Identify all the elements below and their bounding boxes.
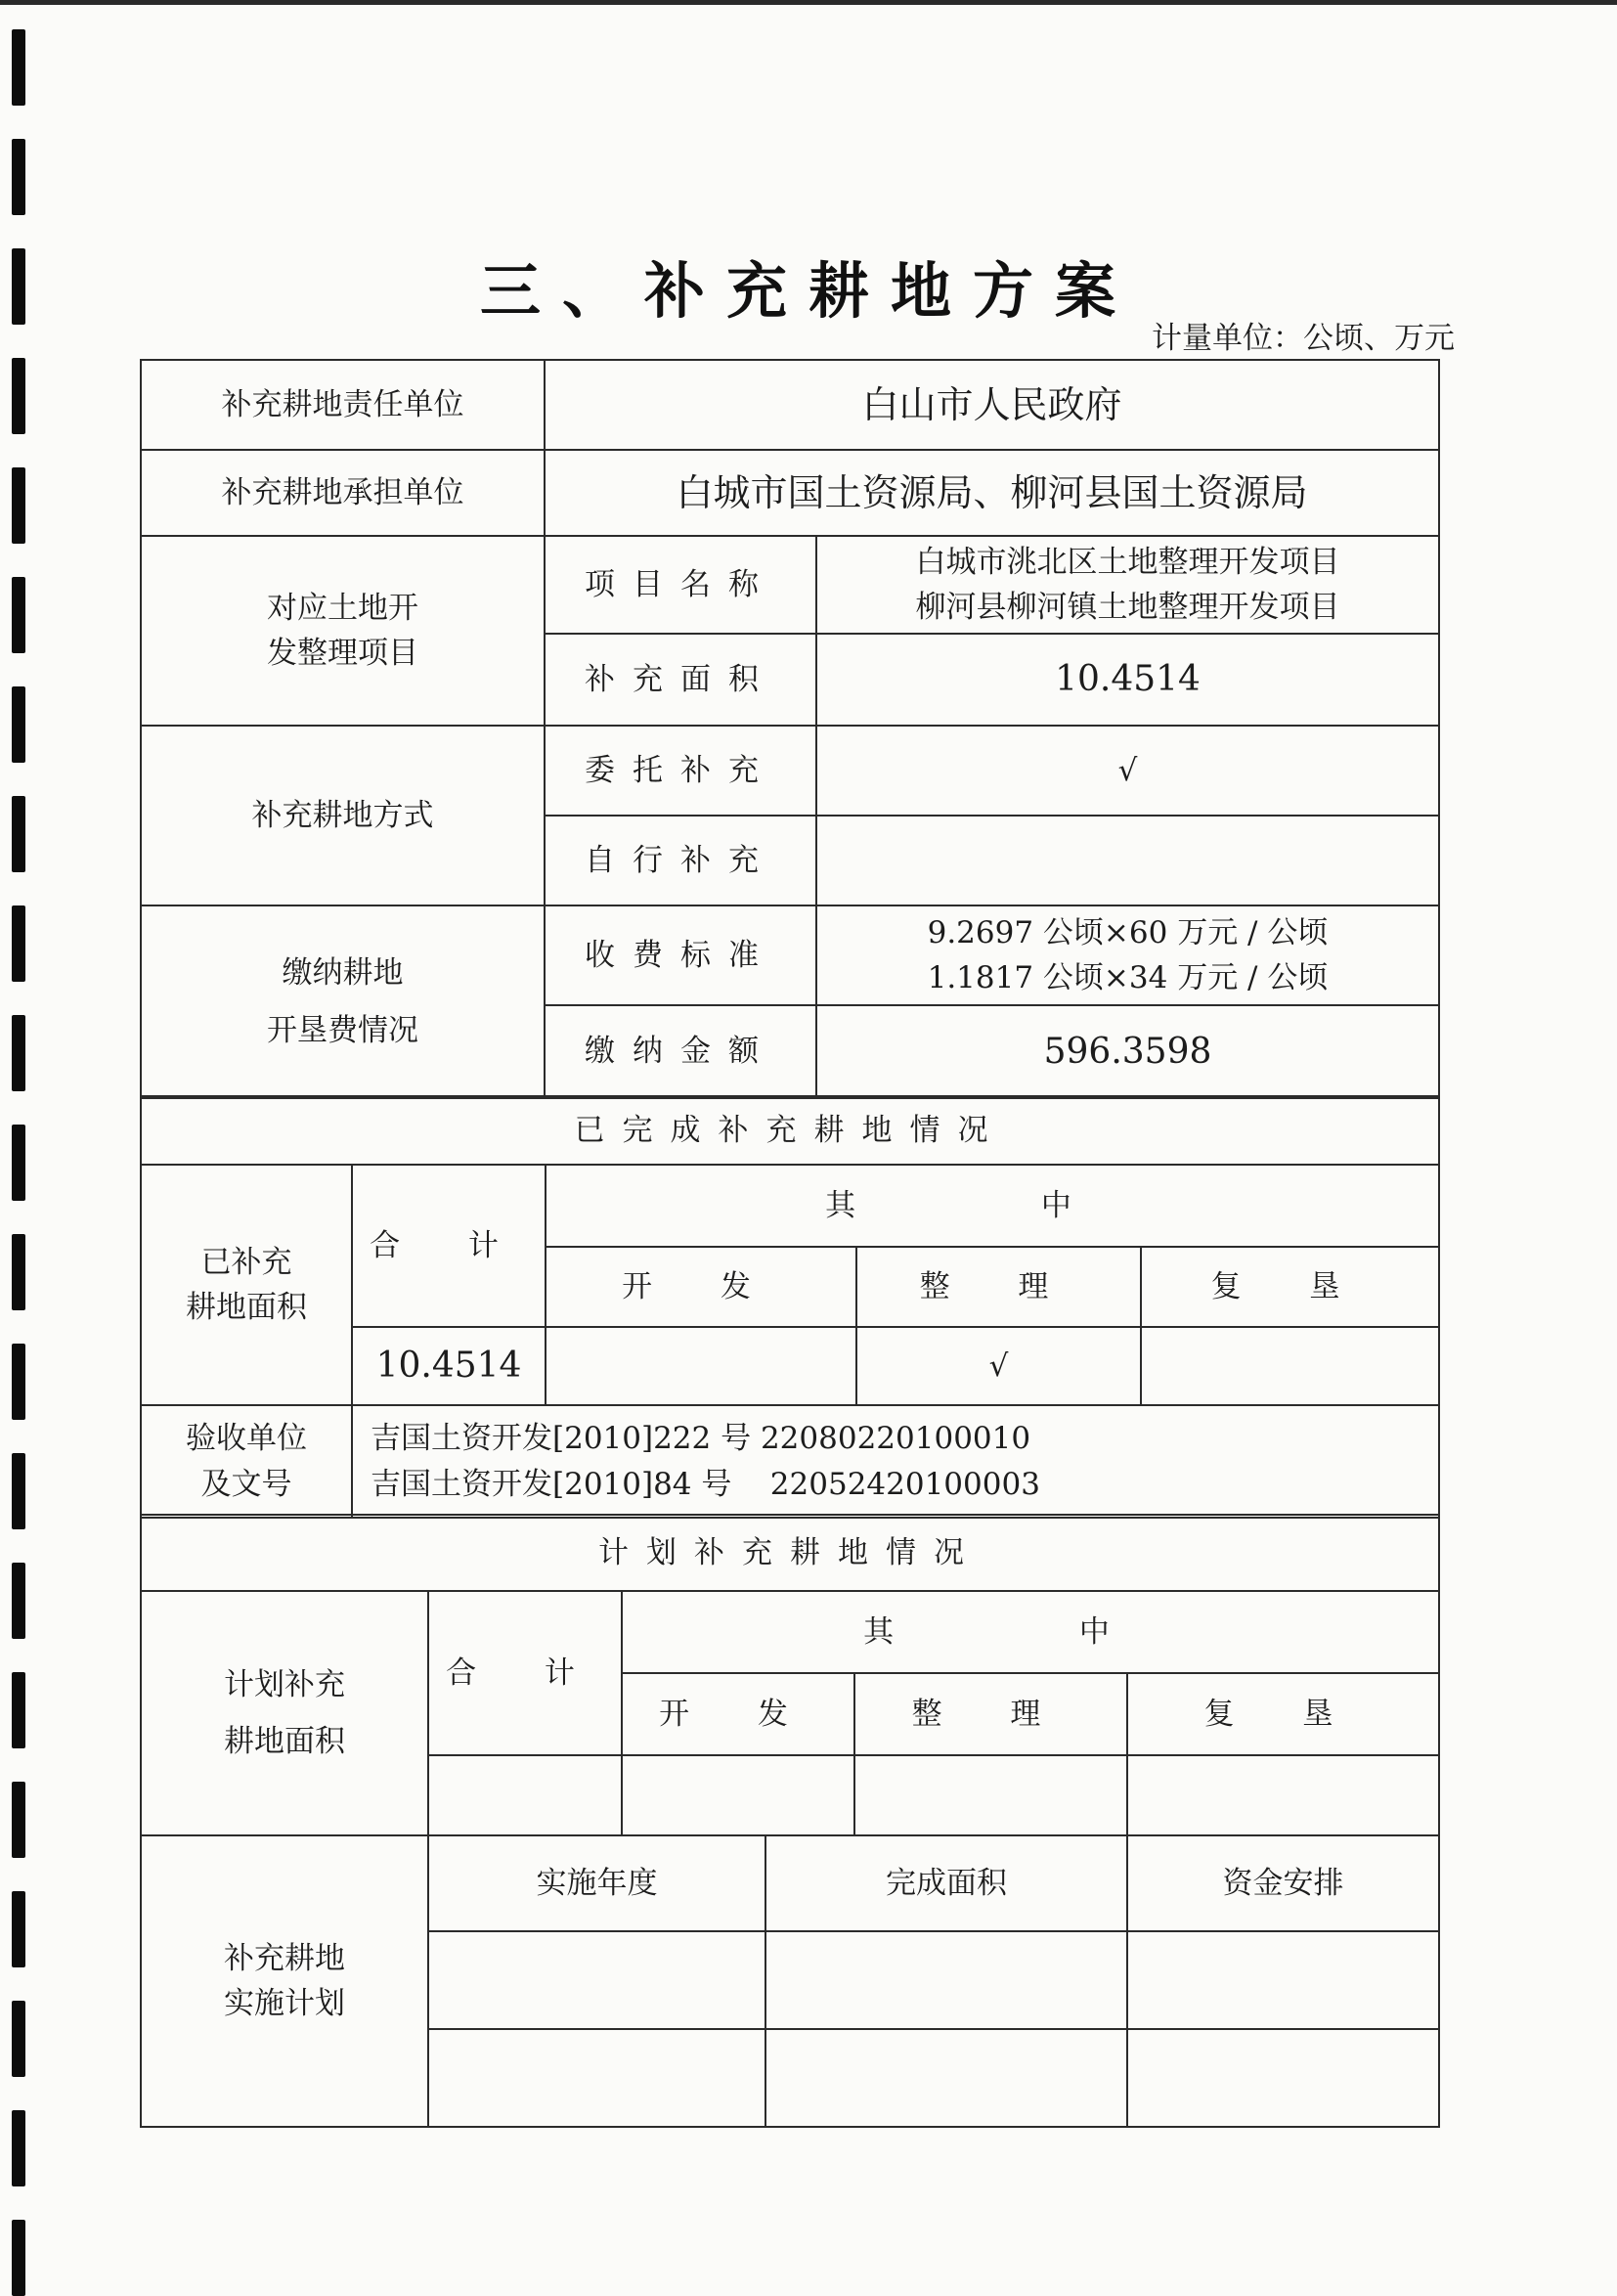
completed-reclaim-value [1141, 1327, 1439, 1405]
acceptance-line2: 吉国土资开发[2010]84 号 22052420100003 [371, 1466, 1040, 1502]
responsible-unit-label: 补充耕地责任单位 [141, 360, 545, 450]
completed-among-text: 其 中 [825, 1187, 1159, 1223]
completed-header: 已完成补充耕地情况 [141, 1096, 1439, 1165]
binder-hole [12, 2001, 25, 2077]
project-label-line2: 发整理项目 [267, 636, 418, 671]
implementation-area-cell [765, 1931, 1127, 2029]
method-self-label: 自行补充 [545, 816, 816, 905]
project-name-label: 项目名称 [545, 536, 816, 634]
binder-hole [12, 29, 25, 106]
planned-total-cell [428, 1755, 622, 1835]
binder-hole [12, 1782, 25, 1858]
responsible-unit-value: 白山市人民政府 [545, 360, 1439, 450]
completed-arrange-label: 整 理 [856, 1247, 1141, 1327]
implementation-funds-cell [1127, 1931, 1439, 2029]
planned-area-label-line2: 耕地面积 [224, 1724, 345, 1759]
fee-label-line2: 开垦费情况 [267, 1012, 418, 1048]
planned-total-label: 合 计 [428, 1591, 622, 1755]
scan-top-edge [0, 0, 1617, 5]
planned-area-label [141, 1591, 428, 1835]
fee-label [141, 905, 545, 1098]
planned-among-text: 其 中 [863, 1613, 1198, 1650]
binder-hole [12, 905, 25, 982]
project-name-value [816, 536, 1439, 634]
binder-hole [12, 1891, 25, 1967]
planned-develop-label: 开 发 [622, 1673, 854, 1755]
planned-table [140, 1514, 1440, 2126]
planned-header: 计划补充耕地情况 [141, 1515, 1439, 1591]
binder-hole [12, 686, 25, 763]
completed-develop-value [546, 1327, 856, 1405]
completed-area-label [141, 1165, 352, 1405]
method-entrusted-mark: √ [816, 726, 1439, 816]
completed-total-value: 10.4514 [352, 1327, 546, 1405]
binder-hole [12, 1563, 25, 1639]
planned-arrange-label: 整 理 [854, 1673, 1127, 1755]
binder-hole [12, 2220, 25, 2296]
page-title: 三、补充耕地方案 [479, 255, 1137, 327]
planned-reclaim-cell [1127, 1755, 1439, 1835]
completed-total-label: 合 计 [352, 1165, 546, 1327]
binder-hole [12, 1125, 25, 1201]
method-self-mark [816, 816, 1439, 905]
implementation-col-year: 实施年度 [428, 1835, 765, 1931]
fee-standard-value [816, 905, 1439, 1005]
implementation-year-cell [428, 1931, 765, 2029]
fee-standard-line2: 1.1817 公顷×34 万元 / 公顷 [927, 960, 1329, 995]
binder-hole [12, 358, 25, 434]
project-label-line1: 对应土地开 [267, 590, 418, 626]
project-name-line1: 白城市洮北区土地整理开发项目 [915, 544, 1340, 580]
planned-area-label-line1: 计划补充 [224, 1666, 345, 1702]
project-label [141, 536, 545, 726]
implementation-label [141, 1835, 428, 2127]
planned-reclaim-label: 复 垦 [1127, 1673, 1439, 1755]
binder-hole [12, 467, 25, 544]
binder-hole [12, 796, 25, 872]
binder-hole [12, 1015, 25, 1091]
completed-arrange-value: √ [856, 1327, 1141, 1405]
fee-standard-line1: 9.2697 公顷×60 万元 / 公顷 [927, 914, 1329, 950]
binder-hole [12, 1234, 25, 1310]
plan-table-top [140, 359, 1440, 1097]
planned-develop-cell [622, 1755, 854, 1835]
binder-hole [12, 139, 25, 215]
completed-area-label-line2: 耕地面积 [186, 1290, 307, 1325]
implementation-col-funds: 资金安排 [1127, 1835, 1439, 1931]
implementation-label-line2: 实施计划 [224, 1986, 345, 2021]
project-area-value: 10.4514 [816, 634, 1439, 726]
method-label: 补充耕地方式 [141, 726, 545, 905]
project-area-label: 补充面积 [545, 634, 816, 726]
completed-develop-label: 开 发 [546, 1247, 856, 1327]
completed-among-label [546, 1165, 1439, 1247]
implementation-year-cell [428, 2029, 765, 2127]
binder-hole [12, 1344, 25, 1420]
completed-reclaim-label: 复 垦 [1141, 1247, 1439, 1327]
fee-amount-label: 缴纳金额 [545, 1005, 816, 1098]
fee-label-line1: 缴纳耕地 [282, 955, 404, 991]
binder-hole [12, 577, 25, 653]
acceptance-label [141, 1405, 352, 1518]
binder-hole [12, 1672, 25, 1748]
implementation-funds-cell [1127, 2029, 1439, 2127]
binder-hole [12, 1453, 25, 1529]
undertaking-unit-value: 白城市国土资源局、柳河县国土资源局 [545, 450, 1439, 536]
method-entrusted-label: 委托补充 [545, 726, 816, 816]
completed-area-label-line1: 已补充 [200, 1244, 292, 1280]
completed-table [140, 1095, 1440, 1517]
planned-arrange-cell [854, 1755, 1127, 1835]
implementation-area-cell [765, 2029, 1127, 2127]
acceptance-line1: 吉国土资开发[2010]222 号 22080220100010 [371, 1421, 1031, 1456]
planned-among-label [622, 1591, 1439, 1673]
fee-amount-value: 596.3598 [816, 1005, 1439, 1098]
acceptance-label-line2: 及文号 [200, 1466, 292, 1502]
implementation-col-area: 完成面积 [765, 1835, 1127, 1931]
binder-holes [12, 0, 27, 2286]
unit-note: 计量单位：公顷、万元 [1152, 321, 1455, 356]
undertaking-unit-label: 补充耕地承担单位 [141, 450, 545, 536]
acceptance-value [352, 1405, 1439, 1518]
fee-standard-label: 收费标准 [545, 905, 816, 1005]
implementation-label-line1: 补充耕地 [224, 1940, 345, 1976]
acceptance-label-line1: 验收单位 [186, 1421, 307, 1456]
binder-hole [12, 2110, 25, 2186]
project-name-line2: 柳河县柳河镇土地整理开发项目 [915, 590, 1340, 625]
